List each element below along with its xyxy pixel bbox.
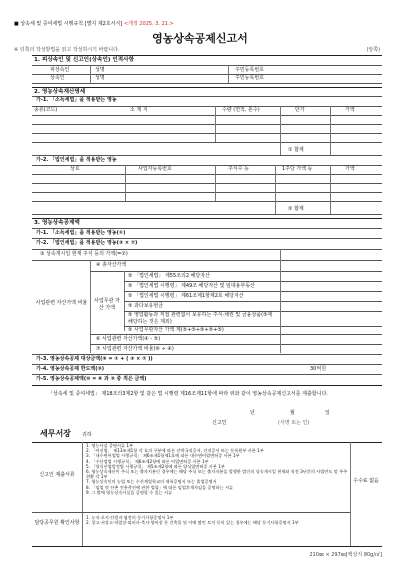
date-day: 일: [325, 410, 330, 416]
doc-item: 1. 영농사실 증명서류 1부: [86, 443, 134, 448]
section1-heading: 1. 피상속인 및 신고인(상속인) 인적사항: [34, 57, 134, 63]
item5d-label: ⑤ 과다보유현금: [128, 303, 164, 309]
s3-ga2-label: 가-2. 「법인세법」을 적용받는 영농(③ × ⑦): [36, 240, 138, 246]
signature-mark: (서명 또는 인): [278, 420, 310, 426]
officer-check-label: 담당공무원 확인사항: [34, 520, 80, 526]
paper-spec: 210㎜ × 297㎜[백상지 80g/㎡]: [309, 552, 382, 558]
item6-label: ⑥ 사업관련 자산가액(④ - ⑤): [96, 336, 161, 342]
item5b-label: ⑤ 「법인세법 시행령」 제49조 해당자산 및 임대용부동산: [128, 283, 255, 289]
applicant-docs-label: 신고인 제출서류: [39, 472, 75, 478]
form-number: ■ 상속세 및 증여세법 시행규칙 [별지 제2호서식] <개정 2025. 3. 21.>: [14, 21, 174, 27]
doc-item: 7. 영농상속인의 농업 또는 수산계열학교의 재학증명서 또는 졸업증명서: [86, 479, 217, 485]
ga1-heading: 가-1. 「소득세법」을 적용받는 영농: [36, 97, 117, 103]
recipient-suffix: 귀하: [82, 432, 92, 438]
asset-ratio-label: 사업관련 자산가액 비율: [35, 300, 88, 306]
item4-label: ④ 총자산가액: [96, 262, 127, 268]
ga2-col-shares: 주식수 등: [228, 166, 249, 172]
ga2-col-price: 1주당 가액 등: [282, 166, 313, 172]
recipient-office: 세무서장: [40, 429, 71, 438]
ga2-heading: 가-2. 「법인세법」을 적용받는 영농: [36, 157, 117, 163]
item5-label: ⑤ 「법인세법」 제55조의2 해당자산: [128, 273, 210, 279]
date-year: 년: [250, 410, 255, 416]
ga3-label: 가-3. 영농상속공제 대상금액(⑧ = ① + ( ③ × ⑦ )): [36, 356, 153, 362]
item5e-label: ⑤ 영업활동과 직접 관련없이 보유하는 주식·채권 및 금융상품(⑤에 해당하는 것은 제외): [128, 312, 273, 325]
notice-text: ※ 뒤쪽의 작성방법을 읽고 작성하시기 바랍니다.: [14, 47, 120, 53]
declaration-text: 「상속세 및 증여세법」 제18조의3제2항 및 같은 법 시행령 제16조제11항에 따라 위와 같이 영농상속공제신고서를 제출합니다.: [48, 391, 328, 397]
ga2-col-biz-no: 사업자등록번호: [138, 166, 172, 172]
fee-label: 수수료 없음: [353, 478, 379, 484]
ga1-col-location: 소 재 지: [130, 107, 148, 113]
officer-item: 1. 농지·초지·산림지·염전의 등기사항증명서 1부: [86, 515, 174, 520]
ga5-label: 가-5. 영농상속공제액(⑩ = ⑧ 과 ⑨ 중 적은 금액): [36, 376, 147, 382]
decedent-id-label: 주민등록번호: [235, 67, 264, 73]
item3-label: ③ 상속개시일 현재 주식 등의 가액(=②): [40, 251, 128, 257]
item5c-label: ⑤ 「법인세법 시행령」 제61조제1항제2호 해당자산: [128, 293, 244, 299]
doc-item: 4. 「수산업법 시행규칙」 제6조제2항에 따른 어업면허증 사본 1부: [86, 458, 209, 464]
ga2-col-value: 가액: [345, 166, 355, 172]
section2-heading: 2. 영농상속재산명세: [34, 89, 86, 95]
heir-name-label: 성명: [95, 75, 105, 81]
doc-item: 5. 「양식산업발전법 시행규칙」 제5조제2항에 따른 양식업면허증 사본 1부: [86, 463, 225, 469]
decedent-label: 피상속인: [50, 67, 70, 73]
ga1-col-type: 종류(코드): [34, 107, 58, 113]
signer-label: 신고인: [212, 420, 227, 426]
form-title: 영농상속공제신고서: [152, 32, 248, 45]
doc-item: 2. 「어선법」 제13조제1항 각 호의 구분에 따른 선박국적증서, 선적증서 또는 등록원부 사본 1부: [86, 448, 264, 454]
doc-item: 8. 「임업 및 산촌 진흥촉진에 관한 법률」에 따른 임업후계자임을 증명하는 서류: [86, 484, 234, 490]
decedent-name-label: 성명: [95, 67, 105, 73]
revision-date: <개정 2025. 3. 21.>: [123, 21, 174, 27]
s3-ga1-label: 가-1. 「소득세법」을 적용받는 영농(①): [36, 230, 126, 236]
doc-item: 9. 그 밖에 영농상속사실을 증명할 수 있는 서류: [86, 489, 173, 495]
ga1-col-price: 단가: [295, 107, 305, 113]
doc-item: 6. 영농상속재산이 주식 또는 출자지분인 경우에는 해당 주식 또는 출자지분을 발행한 법인의 상속개시일 현재와 직전 3년간의 사업연도 말 주주현황 각 1부: [86, 469, 348, 480]
heir-id-label: 주민등록번호: [235, 75, 264, 81]
date-month: 월: [290, 410, 295, 416]
item5f-label: ⑤ 사업무관자산 가액 계(⑤+⑤+⑤+⑤+⑤): [128, 327, 224, 333]
officer-item: 2. 창고·저장고·작업장·퇴비사·축사·양어장 등 건축물 및 이에 딸린 토지 등의 있는 경우에는 해당 등기사항증명서 1부: [86, 520, 299, 526]
section3-heading: 3. 영농상속공제액: [34, 220, 80, 226]
applicant-docs-list: [86, 443, 348, 495]
ga2-total-label: ② 합계: [288, 206, 304, 212]
ga2-col-name: 상호: [70, 166, 80, 172]
ga1-total-label: ① 합계: [288, 147, 304, 153]
officer-check-list: [86, 515, 348, 526]
ga4-limit-value: 30억원: [310, 366, 327, 372]
doc-item: 3. 「내수면어업법 시행규칙」 제6조제1항제1호에 따른 내수면어업면허증 사본 1부: [86, 453, 240, 459]
nonbusiness-asset-label: 사업무관 자산 가액: [94, 298, 120, 311]
heir-label: 상속인: [50, 75, 65, 81]
ga1-col-value: 가액: [345, 107, 355, 113]
ga1-col-quantity: 수량 (면적, 톤수): [222, 107, 260, 113]
page-side: (앞쪽): [366, 47, 380, 53]
item7-label: ⑦ 사업관련 자산가액 비율(⑥ ÷ ④): [96, 346, 174, 352]
ga4-label: 가-4. 영농상속공제 한도액(⑨): [36, 366, 105, 372]
